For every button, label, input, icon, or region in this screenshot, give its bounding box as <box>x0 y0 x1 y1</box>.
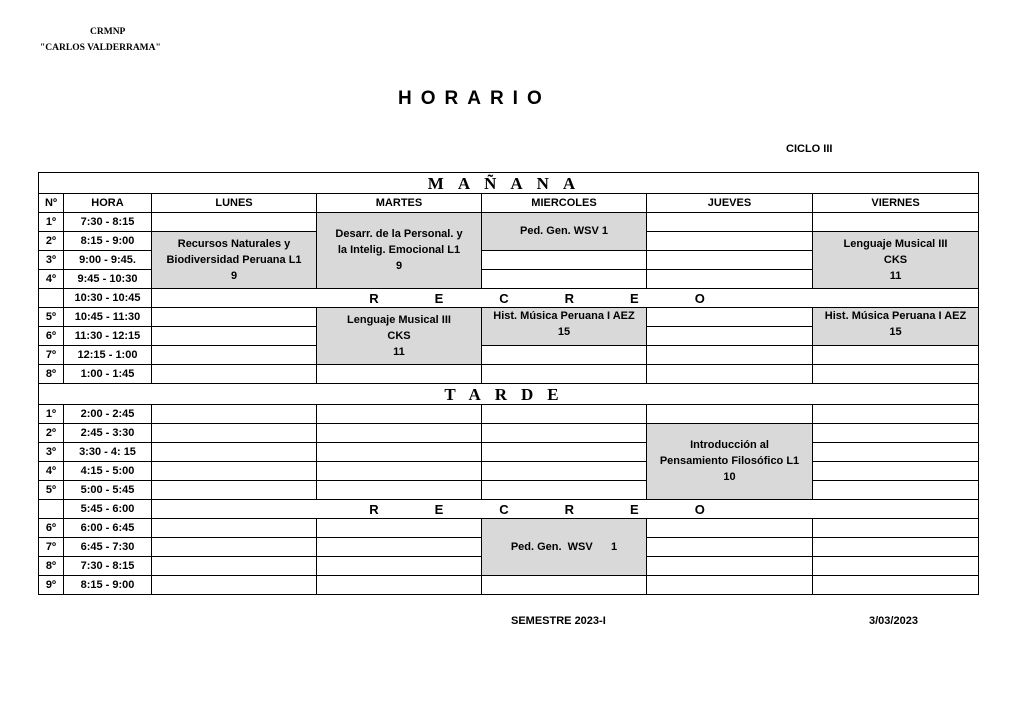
header-num: Nº <box>39 194 64 213</box>
cell-empty <box>813 365 979 384</box>
table-row <box>39 462 979 481</box>
cell-empty <box>152 424 317 443</box>
row-num: 1º <box>39 213 64 232</box>
cell-empty <box>482 462 647 481</box>
row-hora: 10:45 - 11:30 <box>64 308 152 327</box>
course-line: 11 <box>889 269 902 282</box>
cell-empty <box>647 538 813 557</box>
table-row <box>39 405 979 424</box>
row-num: 7º <box>39 346 64 365</box>
cell-empty <box>813 443 979 462</box>
cell-empty <box>152 405 317 424</box>
course-cell-viernes-lenguaje <box>813 232 979 289</box>
cell-empty <box>482 443 647 462</box>
cell-empty <box>152 538 317 557</box>
recreo-label: RECREO <box>152 500 979 519</box>
course-line: CKS <box>883 253 908 266</box>
cell-empty <box>317 576 482 595</box>
row-num: 9º <box>39 576 64 595</box>
cell-empty <box>813 213 979 232</box>
semestre-label: SEMESTRE 2023-I <box>511 615 606 627</box>
course-cell-martes-lenguaje <box>317 308 482 365</box>
row-hora: 9:45 - 10:30 <box>64 270 152 289</box>
cell-empty <box>647 232 813 251</box>
cell-empty <box>482 576 647 595</box>
cell-empty <box>152 557 317 576</box>
cell-empty <box>647 308 813 327</box>
cell-empty <box>813 346 979 365</box>
course-line: Lenguaje Musical III <box>843 237 948 250</box>
cell-empty <box>647 346 813 365</box>
table-row <box>39 424 979 443</box>
row-hora: 10:30 - 10:45 <box>64 289 152 308</box>
row-hora: 12:15 - 1:00 <box>64 346 152 365</box>
row-num: 3º <box>39 443 64 462</box>
institution-name: CRMNP <box>90 27 126 37</box>
course-line: Hist. Música Peruana I AEZ <box>824 310 967 322</box>
cell-empty <box>317 462 482 481</box>
row-hora: 5:00 - 5:45 <box>64 481 152 500</box>
course-line: Biodiversidad Peruana L1 <box>166 253 302 266</box>
cell-empty <box>647 213 813 232</box>
cell-empty <box>152 519 317 538</box>
date-label: 3/03/2023 <box>869 615 918 627</box>
cell-empty <box>647 557 813 576</box>
cell-empty <box>647 251 813 270</box>
cell-empty <box>482 365 647 384</box>
cell-empty <box>647 519 813 538</box>
cell-empty <box>152 443 317 462</box>
course-line: la Intelig. Emocional L1 <box>337 244 461 256</box>
header-martes: MARTES <box>317 194 482 213</box>
row-hora: 7:30 - 8:15 <box>64 557 152 576</box>
header-hora: HORA <box>64 194 152 213</box>
page-title: HORARIO <box>398 88 551 109</box>
ciclo-label: CICLO III <box>786 143 833 155</box>
cell-empty <box>482 270 647 289</box>
cell-empty <box>813 405 979 424</box>
cell-empty <box>813 424 979 443</box>
row-hora: 8:15 - 9:00 <box>64 576 152 595</box>
cell-empty <box>482 405 647 424</box>
cell-empty <box>152 365 317 384</box>
row-hora: 4:15 - 5:00 <box>64 462 152 481</box>
cell-empty <box>482 481 647 500</box>
course-cell-miercoles-pedgen-pm <box>482 519 647 576</box>
cell-empty <box>647 576 813 595</box>
table-row <box>39 500 979 519</box>
row-num: 5º <box>39 308 64 327</box>
row-num <box>39 500 64 519</box>
course-line: 11 <box>393 345 405 358</box>
cell-empty <box>647 270 813 289</box>
row-num: 6º <box>39 327 64 346</box>
section-afternoon: TARDE <box>39 384 979 405</box>
table-row <box>39 365 979 384</box>
cell-empty <box>152 346 317 365</box>
cell-empty <box>647 365 813 384</box>
row-hora: 8:15 - 9:00 <box>64 232 152 251</box>
header-row <box>39 194 979 213</box>
table-row <box>39 289 979 308</box>
course-line: Hist. Música Peruana I AEZ <box>493 310 635 322</box>
row-num: 8º <box>39 557 64 576</box>
row-hora: 3:30 - 4: 15 <box>64 443 152 462</box>
row-num: 4º <box>39 462 64 481</box>
table-row <box>39 443 979 462</box>
course-line: 10 <box>723 471 736 483</box>
row-num: 5º <box>39 481 64 500</box>
cell-empty <box>482 251 647 270</box>
course-line: Recursos Naturales y <box>177 237 291 250</box>
course-line: 9 <box>395 260 403 272</box>
row-hora: 6:00 - 6:45 <box>64 519 152 538</box>
recreo-label: RECREO <box>152 289 979 308</box>
section-morning: MAÑANA <box>39 173 979 194</box>
course-line: Lenguaje Musical III <box>347 313 451 326</box>
cell-empty <box>317 557 482 576</box>
course-cell-viernes-hist <box>813 308 979 346</box>
cell-empty <box>317 443 482 462</box>
course-cell-miercoles-hist <box>482 308 647 346</box>
row-num: 1º <box>39 405 64 424</box>
row-num: 7º <box>39 538 64 557</box>
course-line: Desarr. de la Personal. y <box>335 228 463 240</box>
row-hora: 2:45 - 3:30 <box>64 424 152 443</box>
header-jueves: JUEVES <box>647 194 813 213</box>
header-lunes: LUNES <box>152 194 317 213</box>
row-hora: 11:30 - 12:15 <box>64 327 152 346</box>
row-num: 2º <box>39 232 64 251</box>
table-row <box>39 308 979 327</box>
course-cell-martes-desarr <box>317 213 482 289</box>
cell-empty <box>317 365 482 384</box>
header-miercoles: MIERCOLES <box>482 194 647 213</box>
course-line: 15 <box>889 326 902 338</box>
cell-empty <box>813 538 979 557</box>
table-row <box>39 346 979 365</box>
cell-empty <box>317 538 482 557</box>
cell-empty <box>317 481 482 500</box>
row-hora: 6:45 - 7:30 <box>64 538 152 557</box>
row-num: 3º <box>39 251 64 270</box>
course-line: Ped. Gen. WSV 1 <box>510 540 618 553</box>
cell-empty <box>482 346 647 365</box>
cell-empty <box>813 462 979 481</box>
cell-empty <box>317 519 482 538</box>
course-cell-lunes-recursos <box>152 232 317 289</box>
table-row <box>39 481 979 500</box>
course-line: 9 <box>230 269 238 282</box>
header-viernes: VIERNES <box>813 194 979 213</box>
row-hora: 1:00 - 1:45 <box>64 365 152 384</box>
cell-empty <box>317 424 482 443</box>
cell-empty <box>647 405 813 424</box>
table-row <box>39 576 979 595</box>
institution-subtitle: "CARLOS VALDERRAMA" <box>40 43 161 53</box>
row-hora: 2:00 - 2:45 <box>64 405 152 424</box>
table-row <box>39 213 979 232</box>
cell-empty <box>813 576 979 595</box>
course-line: Pensamiento Filosófico L1 <box>659 455 800 467</box>
row-num: 4º <box>39 270 64 289</box>
cell-empty <box>317 405 482 424</box>
course-cell-jueves-intro <box>647 424 813 500</box>
row-num: 2º <box>39 424 64 443</box>
row-hora: 5:45 - 6:00 <box>64 500 152 519</box>
cell-empty <box>152 462 317 481</box>
schedule-table <box>38 172 979 595</box>
cell-empty <box>152 327 317 346</box>
cell-empty <box>647 327 813 346</box>
course-cell-miercoles-pedgen <box>482 213 647 251</box>
row-hora: 7:30 - 8:15 <box>64 213 152 232</box>
cell-empty <box>813 557 979 576</box>
cell-empty <box>813 481 979 500</box>
cell-empty <box>152 308 317 327</box>
cell-empty <box>152 481 317 500</box>
cell-empty <box>152 576 317 595</box>
row-num: 6º <box>39 519 64 538</box>
cell-empty <box>482 424 647 443</box>
course-line: Ped. Gen. WSV 1 <box>519 225 609 237</box>
cell-empty <box>152 213 317 232</box>
course-line: CKS <box>387 329 411 342</box>
row-num <box>39 289 64 308</box>
cell-empty <box>813 519 979 538</box>
course-line: Introducción al <box>690 439 769 451</box>
table-row <box>39 519 979 538</box>
row-hora: 9:00 - 9:45. <box>64 251 152 270</box>
course-line: 15 <box>557 326 571 338</box>
row-num: 8º <box>39 365 64 384</box>
